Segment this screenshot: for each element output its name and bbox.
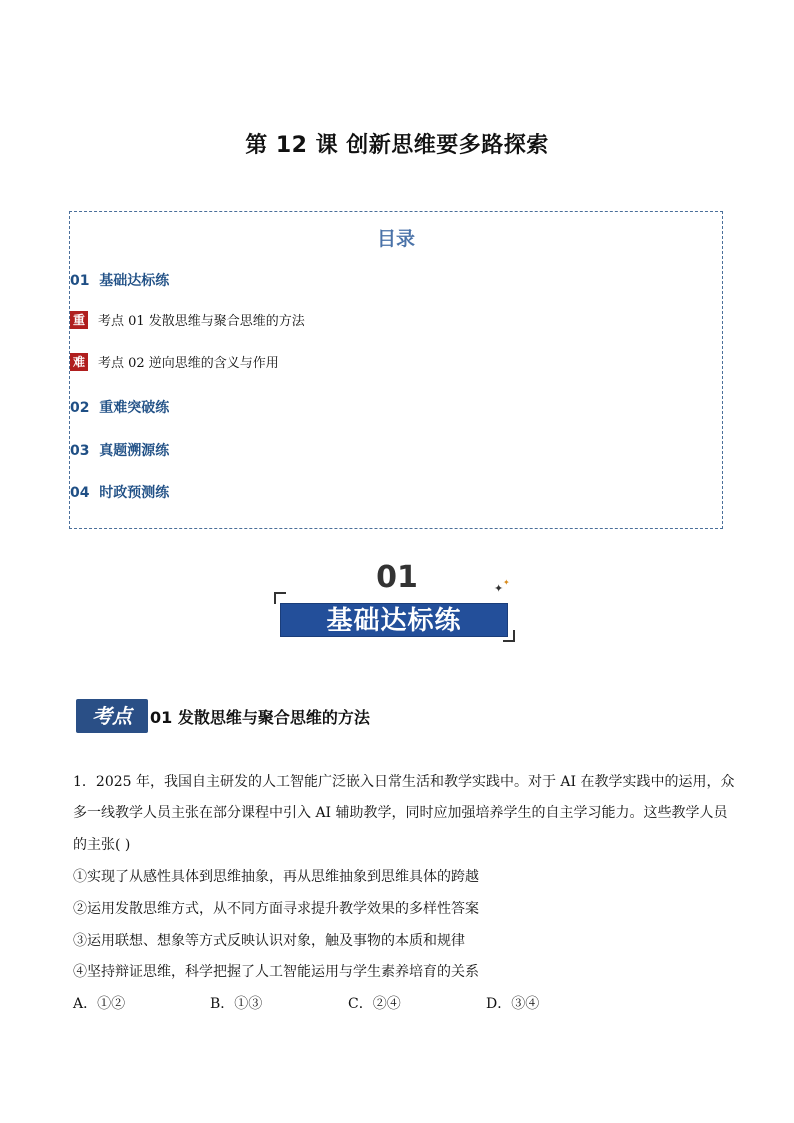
option-b[interactable]: B．①③ (210, 996, 263, 1012)
option-c[interactable]: C．②④ (348, 996, 401, 1012)
question-stem-line: 多一线教学人员主张在部分课程中引入 AI 辅助教学，同时应加强培养学生的自主学习能力。这些教学人员 (73, 805, 728, 821)
option-a[interactable]: A．①② (73, 996, 126, 1012)
kaodian-title: 01 发散思维与聚合思维的方法 (150, 708, 370, 727)
toc-subitem-01[interactable] (70, 310, 305, 329)
toc-subitem-02[interactable] (70, 352, 279, 371)
toc-subitem-label: 考点 01 发散思维与聚合思维的方法 (98, 314, 305, 329)
table-of-contents (69, 211, 723, 529)
section-banner-title: 基础达标练 (326, 606, 462, 636)
section-banner (280, 603, 508, 637)
statement-1: ①实现了从感性具体到思维抽象，再从思维抽象到思维具体的跨越 (73, 869, 479, 885)
toc-heading: 目录 (376, 228, 415, 250)
kaodian-tag: 考点 (76, 699, 148, 733)
statement-4: ④坚持辩证思维，科学把握了人工智能运用与学生素养培育的关系 (73, 964, 479, 980)
toc-item-02[interactable]: 02 重难突破练 (70, 400, 170, 416)
question-stem-line: 的主张( ) (73, 837, 131, 853)
sparkle-icon: ✦ (494, 582, 504, 595)
section-number: 01 (376, 560, 418, 595)
toc-item-01[interactable]: 01 基础达标练 (70, 273, 170, 289)
statement-2: ②运用发散思维方式，从不同方面寻求提升教学效果的多样性答案 (73, 901, 479, 917)
toc-item-04[interactable]: 04 时政预测练 (70, 485, 170, 501)
difficult-point-tag: 难 (70, 353, 88, 371)
sparkle-icon: ✦ (503, 578, 510, 587)
toc-subitem-label: 考点 02 逆向思维的含义与作用 (98, 356, 279, 371)
option-d[interactable]: D．③④ (486, 996, 540, 1012)
toc-item-03[interactable]: 03 真题溯源练 (70, 443, 170, 459)
statement-3: ③运用联想、想象等方式反映认识对象，触及事物的本质和规律 (73, 933, 465, 949)
page-title: 第 12 课 创新思维要多路探索 (245, 133, 549, 158)
question-stem-line: 1．2025 年，我国自主研发的人工智能广泛嵌入日常生活和教学实践中。对于 AI 在教学实践中的运用，众 (73, 774, 735, 790)
key-point-tag: 重 (70, 311, 88, 329)
